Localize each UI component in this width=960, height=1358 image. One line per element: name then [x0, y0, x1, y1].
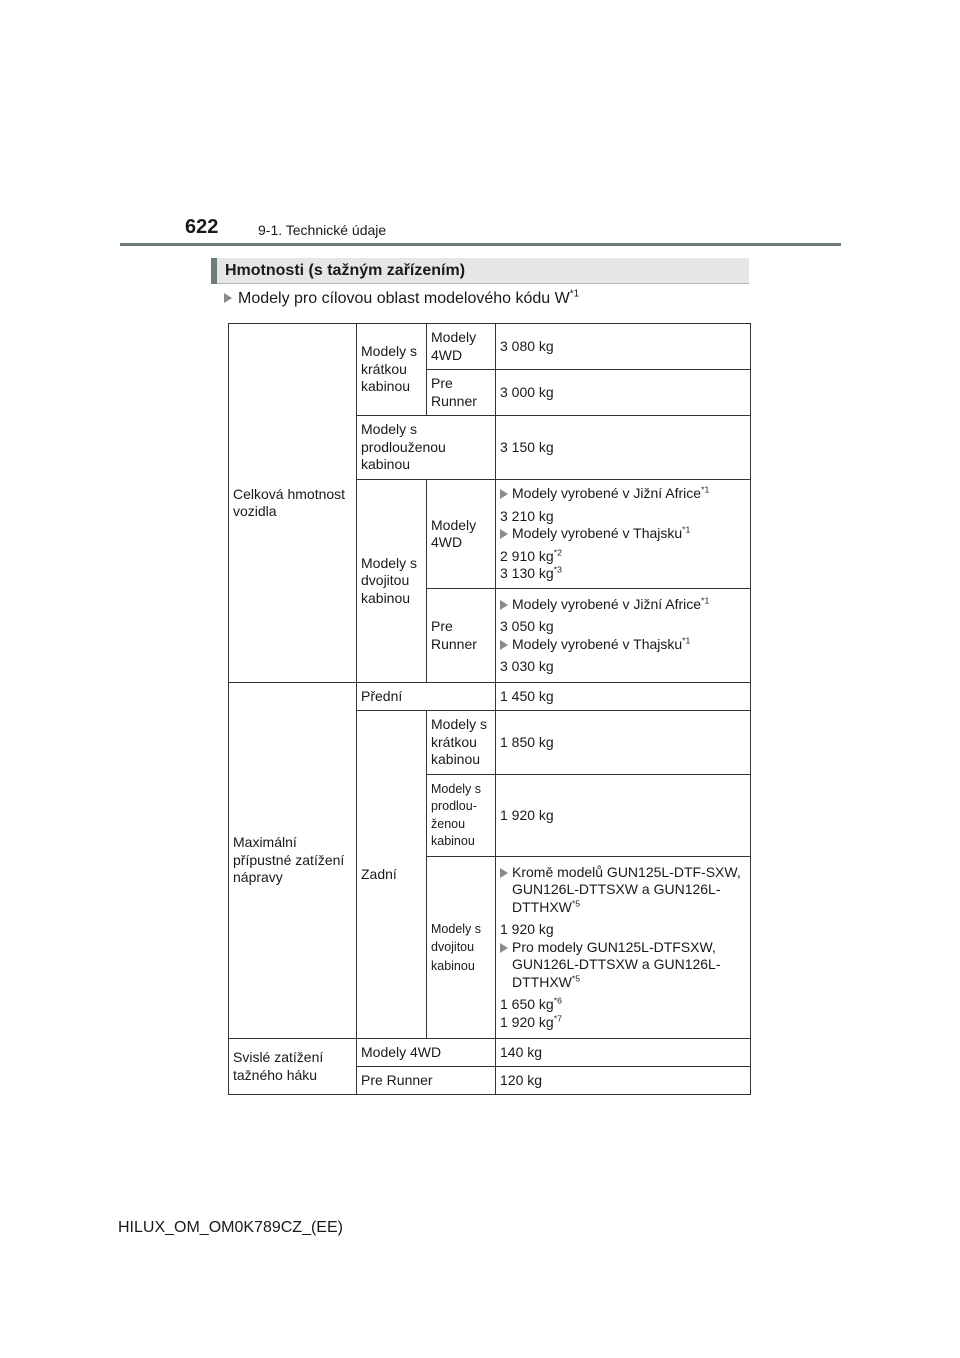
footnote-ref: *1: [569, 288, 580, 300]
ext-cab-value: 3 150 kg: [496, 416, 751, 480]
header-rule: [120, 243, 841, 246]
rear-short-cab-label: Modely s krátkou kabinou: [427, 711, 496, 775]
double-prerunner-label: Pre Runner: [427, 589, 496, 683]
rear-short-cab-value: 1 850 kg: [496, 711, 751, 775]
axle-weight-label: Maximální přípustné zatížení nápravy: [229, 683, 357, 1039]
arrow-icon: [500, 489, 508, 499]
heading-marker: [211, 258, 217, 284]
arrow-icon: [500, 600, 508, 610]
heading-bar: [211, 258, 749, 284]
front-axle-label: Přední: [357, 683, 496, 711]
double-prerunner-values: Modely vyrobené v Jižní Africe$^{*1}$ 3 050 kg Modely vyrobené v Thajsku$^{*1}$ 3 030 kg: [496, 589, 751, 683]
short-prerunner-value: 3 000 kg: [496, 370, 751, 416]
short-prerunner-label: Pre Runner: [427, 370, 496, 416]
table-row: [229, 683, 751, 711]
section-title: 9-1. Technické údaje: [258, 222, 387, 238]
arrow-icon: [500, 868, 508, 878]
front-axle-value: 1 450 kg: [496, 683, 751, 711]
table-row: [229, 1039, 751, 1067]
double-4wd-label: Modely 4WD: [427, 480, 496, 589]
arrow-icon: [224, 293, 232, 303]
table-row: [229, 324, 751, 370]
weights-table: [228, 323, 751, 1095]
rear-ext-cab-value: 1 920 kg: [496, 775, 751, 857]
short-cab-label: Modely s krátkou kabinou: [357, 324, 427, 416]
hitch-load-label: Svislé zatížení tažného háku: [229, 1039, 357, 1095]
page-number: 622: [185, 216, 219, 238]
hitch-prerunner-label: Pre Runner: [357, 1067, 496, 1095]
subheading-text: Modely pro cílovou oblast modelového kódu W: [238, 290, 570, 307]
short-4wd-value: 3 080 kg: [496, 324, 751, 370]
rear-ext-cab-label: Modely s prodlou-ženou kabinou: [427, 775, 496, 857]
arrow-icon: [500, 640, 508, 650]
rear-double-cab-values: Kromě modelů GUN125L-DTF-SXW, GUN126L-DTTSXW a GUN126L-DTTHXW$^{*5}$ 1 920 kg Pro modely GUN125L-DTFSXW, GUN126L-DTTSXW a GUN126L-DTTHXW$^{*5}$ 1 650 $kg^{*6}$ 1 920 $kg^{*7}$: [496, 857, 751, 1039]
hitch-4wd-value: 140 kg: [496, 1039, 751, 1067]
hitch-prerunner-value: 120 kg: [496, 1067, 751, 1095]
short-4wd-label: Modely 4WD: [427, 324, 496, 370]
double-4wd-values: Modely vyrobené v Jižní Africe$^{*1}$ 3 210 kg Modely vyrobené v Thajsku$^{*1}$ 2 910 $kg^{*2}$ 3 130 $kg^{*3}$: [496, 480, 751, 589]
rear-double-cab-label: Modely s dvojitou kabinou: [427, 857, 496, 1039]
arrow-icon: [500, 529, 508, 539]
subheading: [224, 290, 579, 308]
rear-axle-label: Zadní: [357, 711, 427, 1039]
ext-cab-label: Modely s prodlouženou kabinou: [357, 416, 496, 480]
hitch-4wd-label: Modely 4WD: [357, 1039, 496, 1067]
arrow-icon: [500, 943, 508, 953]
gross-weight-label: Celková hmotnost vozidla: [229, 324, 357, 683]
footer-code: HILUX_OM_OM0K789CZ_(EE): [118, 1219, 343, 1236]
double-cab-label: Modely s dvojitou kabinou: [357, 480, 427, 683]
heading-text: Hmotnosti (s tažným zařízením): [225, 262, 466, 279]
